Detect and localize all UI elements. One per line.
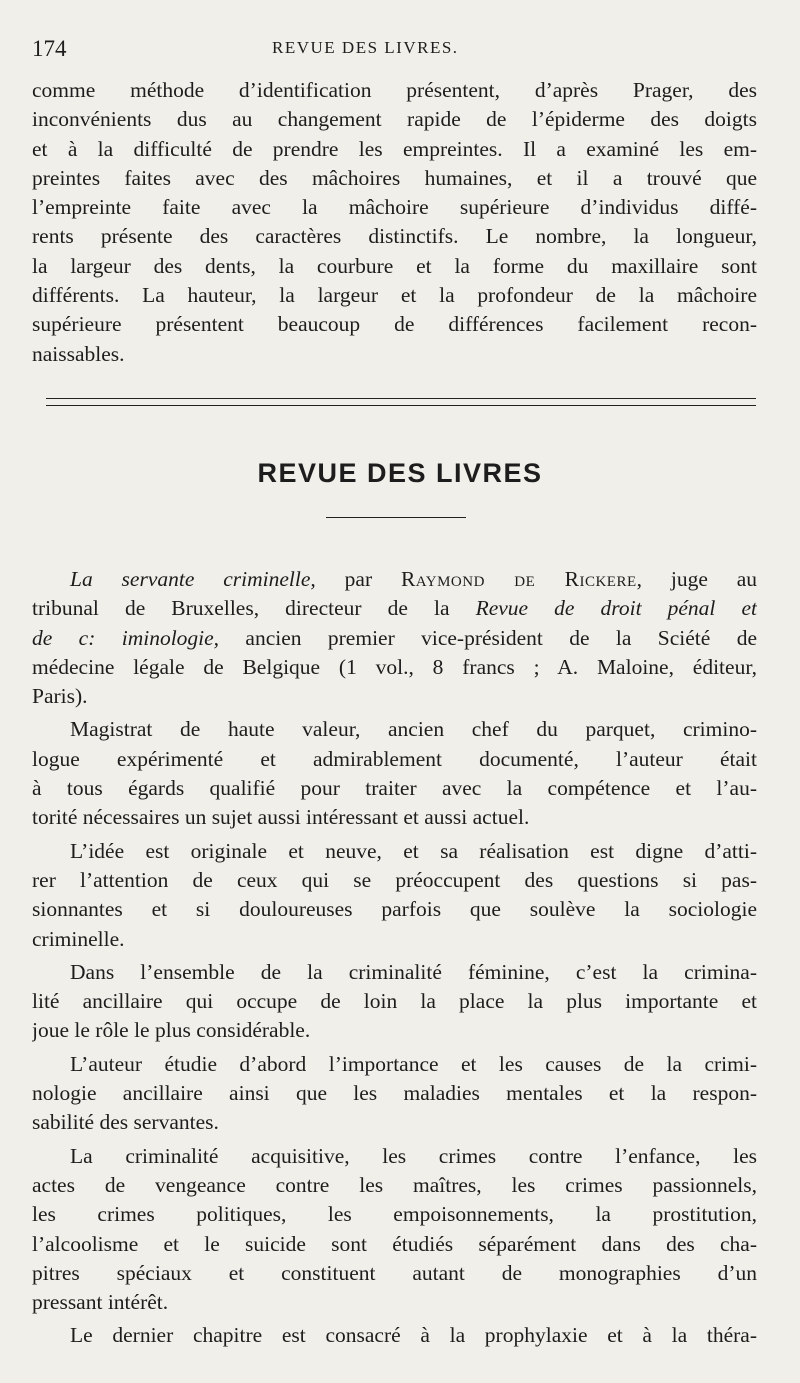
running-head <box>32 36 752 66</box>
review-citation-line <box>32 594 757 623</box>
review-body <box>32 565 757 1351</box>
review-citation-line <box>32 565 757 594</box>
review-paragraphs <box>32 715 757 1350</box>
text-line: logue expérimenté et admirablement documenté, l’auteur était <box>32 746 757 771</box>
review-citation-line <box>32 624 757 653</box>
review-citation-line: Paris). <box>32 684 88 709</box>
text-line: torité nécessaires un sujet aussi intéressant et aussi actuel. <box>32 805 530 830</box>
text-line: l’alcoolisme et le suicide sont étudiés séparément dans des cha- <box>32 1231 757 1256</box>
book-title: La servante criminelle, <box>70 567 316 591</box>
intro-paragraph <box>32 76 757 369</box>
author-name: Raymond de Rickere <box>400 567 637 591</box>
text-line: rents présente des caractères distinctifs. Le nombre, la longueur, <box>32 224 757 249</box>
text-line: à tous égards qualifié pour traiter avec la compétence et l’au- <box>32 776 757 801</box>
text-line: pressant intérêt. <box>32 1290 169 1315</box>
section-divider-top <box>46 398 756 399</box>
text-line: joue le rôle le plus considérable. <box>32 1018 311 1043</box>
section-divider-bottom <box>46 405 756 406</box>
text-line: et à la difficulté de prendre les empreintes. Il a examiné les em- <box>32 136 757 161</box>
text-line: L’auteur étudie d’abord l’importance et les causes de la crimi- <box>70 1051 757 1076</box>
journal-title: de c: iminologie, <box>32 625 220 650</box>
text-line: pitres spéciaux et constituent autant de monographies d’un <box>32 1260 757 1285</box>
journal-title: Revue de droit pénal et <box>475 596 757 621</box>
by-word: par <box>315 567 401 591</box>
text-line: les crimes politiques, les empoisonnements, la prostitution, <box>32 1202 757 1227</box>
text-line: lité ancillaire qui occupe de loin la place la plus importante et <box>32 989 757 1014</box>
page-number: 174 <box>32 36 67 61</box>
text-line: Le dernier chapitre est consacré à la prophylaxie et à la théra- <box>70 1323 757 1348</box>
citation-text: tribunal de Bruxelles, directeur de la <box>32 596 476 621</box>
text-line: sionnantes et si douloureuses parfois que soulève la sociologie <box>32 897 757 922</box>
text-line: La criminalité acquisitive, les crimes contre l’enfance, les <box>70 1143 757 1168</box>
text-line: l’empreinte faite avec la mâchoire supérieure d’individus diffé- <box>32 195 757 220</box>
review-citation-line: médecine légale de Belgique (1 vol., 8 francs ; A. Maloine, éditeur, <box>32 654 757 679</box>
text-line: L’idée est originale et neuve, et sa réalisation est digne d’atti- <box>70 838 757 863</box>
citation-text: , juge au <box>636 567 757 591</box>
text-line: différents. La hauteur, la largeur et la profondeur de la mâchoire <box>32 283 757 308</box>
text-line: criminelle. <box>32 926 125 951</box>
text-line: Magistrat de haute valeur, ancien chef du parquet, crimino- <box>70 717 757 742</box>
citation-text: ancien premier vice-président de la S <box>219 625 670 650</box>
text-line: actes de vengeance contre les maîtres, les crimes passionnels, <box>32 1172 757 1197</box>
text-line: inconvénients dus au changement rapide de l’épiderme des doigts <box>32 107 757 132</box>
text-line: naissables. <box>32 341 125 366</box>
running-title: REVUE DES LIVRES. <box>272 38 459 57</box>
title-underline <box>326 517 466 518</box>
text-line: comme méthode d’identification présentent, d’après Prager, des <box>32 78 757 102</box>
text-line: sabilité des servantes. <box>32 1110 219 1135</box>
text-line: rer l’attention de ceux qui se préoccupent des questions si pas- <box>32 867 757 892</box>
text-line: supérieure présentent beaucoup de différences facilement recon- <box>32 312 757 337</box>
section-title: REVUE DES LIVRES <box>257 458 543 488</box>
text-line: Dans l’ensemble de la criminalité féminine, c’est la crimina- <box>70 959 757 984</box>
text-line: la largeur des dents, la courbure et la forme du maxillaire sont <box>32 253 757 278</box>
text-line: nologie ancillaire ainsi que les maladies mentales et la respon- <box>32 1081 757 1106</box>
citation-text: ciété de <box>669 625 757 650</box>
text-line: preintes faites avec des mâchoires humaines, et il a trouvé que <box>32 165 757 190</box>
